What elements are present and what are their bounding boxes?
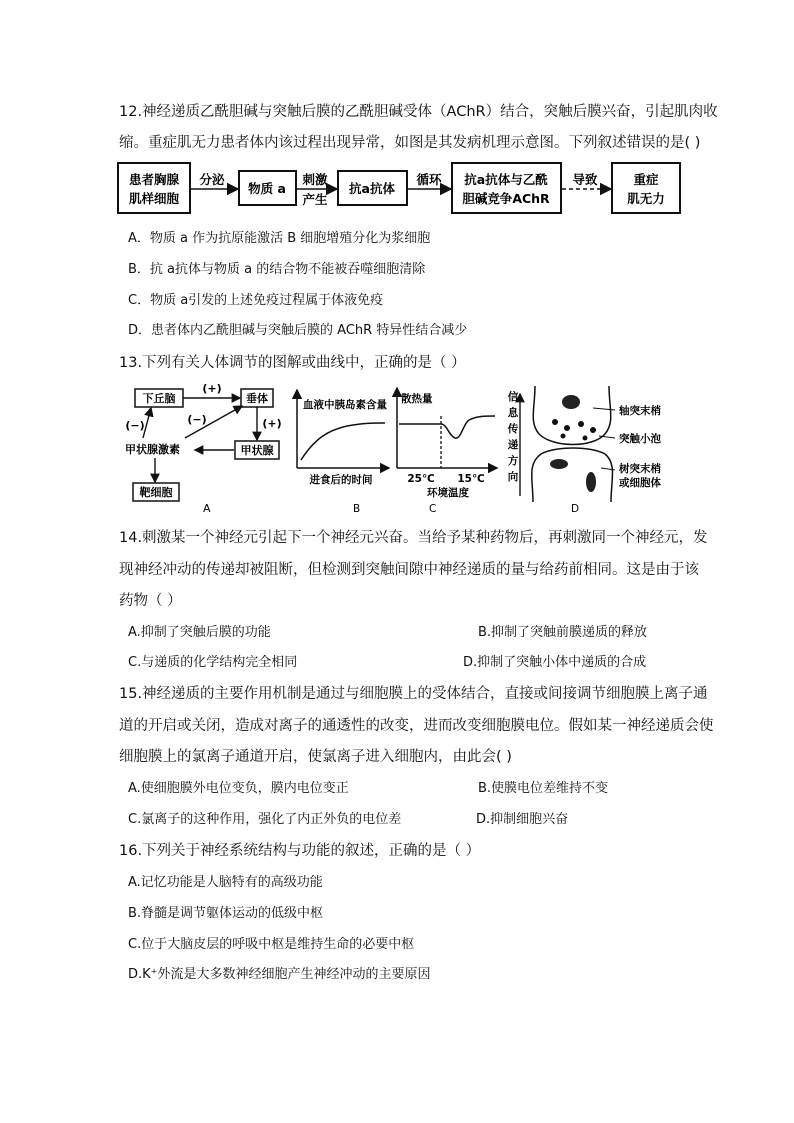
q15-option-b: B.使膜电位差维持不变 bbox=[478, 781, 609, 796]
fig-b-caption: B bbox=[353, 503, 361, 515]
q16-option-a: A.记忆功能是人脑特有的高级功能 bbox=[128, 875, 323, 890]
fig-a-hormone-feedback bbox=[125, 382, 282, 515]
flow-box-myasthenia-l2: 肌无力 bbox=[627, 191, 665, 206]
fig-a-caption: A bbox=[203, 502, 211, 515]
fig-c-temp-15: 15℃ bbox=[457, 473, 485, 485]
flow-arrow-3-label: 循环 bbox=[416, 172, 442, 187]
fig-c-heat-curve bbox=[397, 388, 497, 515]
fig-a-hormone: 甲状腺激素 bbox=[125, 443, 180, 456]
fig-b-curve bbox=[301, 423, 385, 460]
q16-stem: 16.下列关于神经系统结构与功能的叙述，正确的是（ ） bbox=[119, 843, 481, 859]
flow-box-thymus-l1: 患者胸腺 bbox=[128, 172, 180, 187]
q15-option-c: C.氯离子的这种作用，强化了内正外负的电位差 bbox=[128, 812, 402, 827]
fig-d-label-cellbody: 或细胞体 bbox=[619, 477, 661, 489]
fig-d-postsynaptic bbox=[532, 448, 613, 502]
q12-stem-line1: 12.神经递质乙酰胆碱与突触后膜的乙酰胆碱受体（AChR）结合，突触后膜兴奋，引起肌肉收 bbox=[119, 104, 718, 120]
fig-d-synapse bbox=[507, 386, 662, 515]
flow-arrow-4-label: 导致 bbox=[572, 172, 598, 187]
q14-stem-line1: 14.刺激某一个神经元引起下一个神经元兴奋。当给予某种药物后，再刺激同一个神经元，发 bbox=[119, 530, 708, 546]
fig-d-side-1: 信 bbox=[507, 391, 519, 403]
fig-d-side-4: 递 bbox=[507, 439, 519, 451]
fig-a-target: 靶细胞 bbox=[139, 486, 173, 499]
fig-a-plus-top: (+) bbox=[202, 382, 222, 395]
flow-arrow-1-label: 分泌 bbox=[199, 172, 225, 187]
flow-box-myasthenia-l1: 重症 bbox=[633, 172, 659, 187]
q16-option-d: D.K⁺外流是大多数神经细胞产生神经冲动的主要原因 bbox=[128, 967, 431, 982]
fig-d-label-dendrite: 树突末梢 bbox=[619, 463, 661, 475]
fig-a-thyroid: 甲状腺 bbox=[240, 444, 274, 457]
q14-option-a: A.抑制了突触后膜的功能 bbox=[128, 625, 271, 640]
q12-option-a: A．物质 a 作为抗原能激活 B 细胞增殖分化为浆细胞 bbox=[128, 231, 431, 246]
fig-c-temp-25: 25℃ bbox=[407, 473, 435, 485]
fig-c-ylabel: 散热量 bbox=[401, 393, 433, 405]
flow-box-compete-l2: 胆碱竞争AChR bbox=[462, 191, 550, 206]
flow-arrow-2-label-bottom: 产生 bbox=[302, 192, 328, 207]
q14-stem-line2: 现神经冲动的传递却被阻断，但检测到突触间隙中神经递质的量与给药前相同。这是由于该 bbox=[119, 562, 699, 578]
q13-stem: 13.下列有关人体调节的图解或曲线中，正确的是（ ） bbox=[119, 355, 466, 371]
fig-c-curve bbox=[399, 416, 495, 438]
q15-option-a: A.使细胞膜外电位变负，膜内电位变正 bbox=[128, 781, 349, 796]
fig-a-minus-mid: (−) bbox=[187, 413, 207, 426]
flow-box-thymus-l2: 肌样细胞 bbox=[128, 191, 180, 206]
flow-box-antibody-text: 抗a抗体 bbox=[349, 181, 395, 196]
q15-option-d: D.抑制细胞兴奋 bbox=[476, 812, 569, 827]
fig-d-label-axon: 轴突末梢 bbox=[619, 405, 661, 417]
fig-b-insulin-curve bbox=[297, 390, 389, 515]
fig-c-xlabel: 环境温度 bbox=[427, 487, 469, 499]
q14-option-c: C.与递质的化学结构完全相同 bbox=[128, 655, 298, 670]
fig-d-side-5: 方 bbox=[507, 455, 519, 467]
fig-a-minus-left: (−) bbox=[125, 419, 145, 432]
fig-a-plus-right: (+) bbox=[262, 417, 282, 430]
q15-stem-line1: 15.神经递质的主要作用机制是通过与细胞膜上的受体结合，直接或间接调节细胞膜上离子通 bbox=[119, 686, 708, 702]
q14-stem-line3: 药物（ ） bbox=[119, 593, 182, 609]
fig-b-ylabel: 血液中胰岛素含量 bbox=[303, 399, 387, 411]
q12-option-c: C．物质 a引发的上述免疫过程属于体液免疫 bbox=[128, 293, 384, 308]
q12-option-d: D．患者体内乙酰胆碱与突触后膜的 AChR 特异性结合减少 bbox=[128, 323, 468, 338]
q12-flowchart bbox=[115, 157, 685, 219]
fig-d-side-3: 传 bbox=[507, 423, 519, 435]
flow-box-compete-l1: 抗a抗体与乙酰 bbox=[464, 172, 548, 187]
fig-a-pituitary: 垂体 bbox=[246, 392, 268, 405]
fig-d-side-2: 息 bbox=[507, 407, 519, 419]
fig-c-caption: C bbox=[429, 503, 437, 515]
fig-b-xlabel: 进食后的时间 bbox=[309, 474, 373, 486]
fig-d-caption: D bbox=[571, 503, 580, 515]
q12-stem-line2: 缩。重症肌无力患者体内该过程出现异常，如图是其发病机理示意图。下列叙述错误的是( ) bbox=[119, 135, 701, 151]
q16-option-c: C.位于大脑皮层的呼吸中枢是维持生命的必要中枢 bbox=[128, 937, 415, 952]
q14-option-d: D.抑制了突触小体中递质的合成 bbox=[463, 655, 647, 670]
q12-option-b: B．抗 a抗体与物质 a 的结合物不能被吞噬细胞清除 bbox=[128, 262, 426, 277]
q16-option-b: B.脊髓是调节躯体运动的低级中枢 bbox=[128, 906, 324, 921]
fig-d-label-vesicle: 突触小泡 bbox=[619, 433, 661, 445]
fig-a-hypothalamus: 下丘脑 bbox=[142, 392, 176, 405]
flow-box-substance-a-text: 物质 a bbox=[248, 181, 286, 196]
q14-option-b: B.抑制了突触前膜递质的释放 bbox=[478, 625, 648, 640]
fig-d-side-6: 向 bbox=[507, 471, 519, 483]
q15-stem-line2: 道的开启或关闭，造成对离子的通透性的改变，进而改变细胞膜电位。假如某一神经递质会使 bbox=[119, 718, 714, 734]
q13-figures bbox=[115, 378, 675, 518]
q15-stem-line3: 细胞膜上的氯离子通道开启，使氯离子进入细胞内，由此会( ) bbox=[119, 749, 512, 765]
flow-arrow-2-label-top: 刺激 bbox=[302, 172, 328, 187]
